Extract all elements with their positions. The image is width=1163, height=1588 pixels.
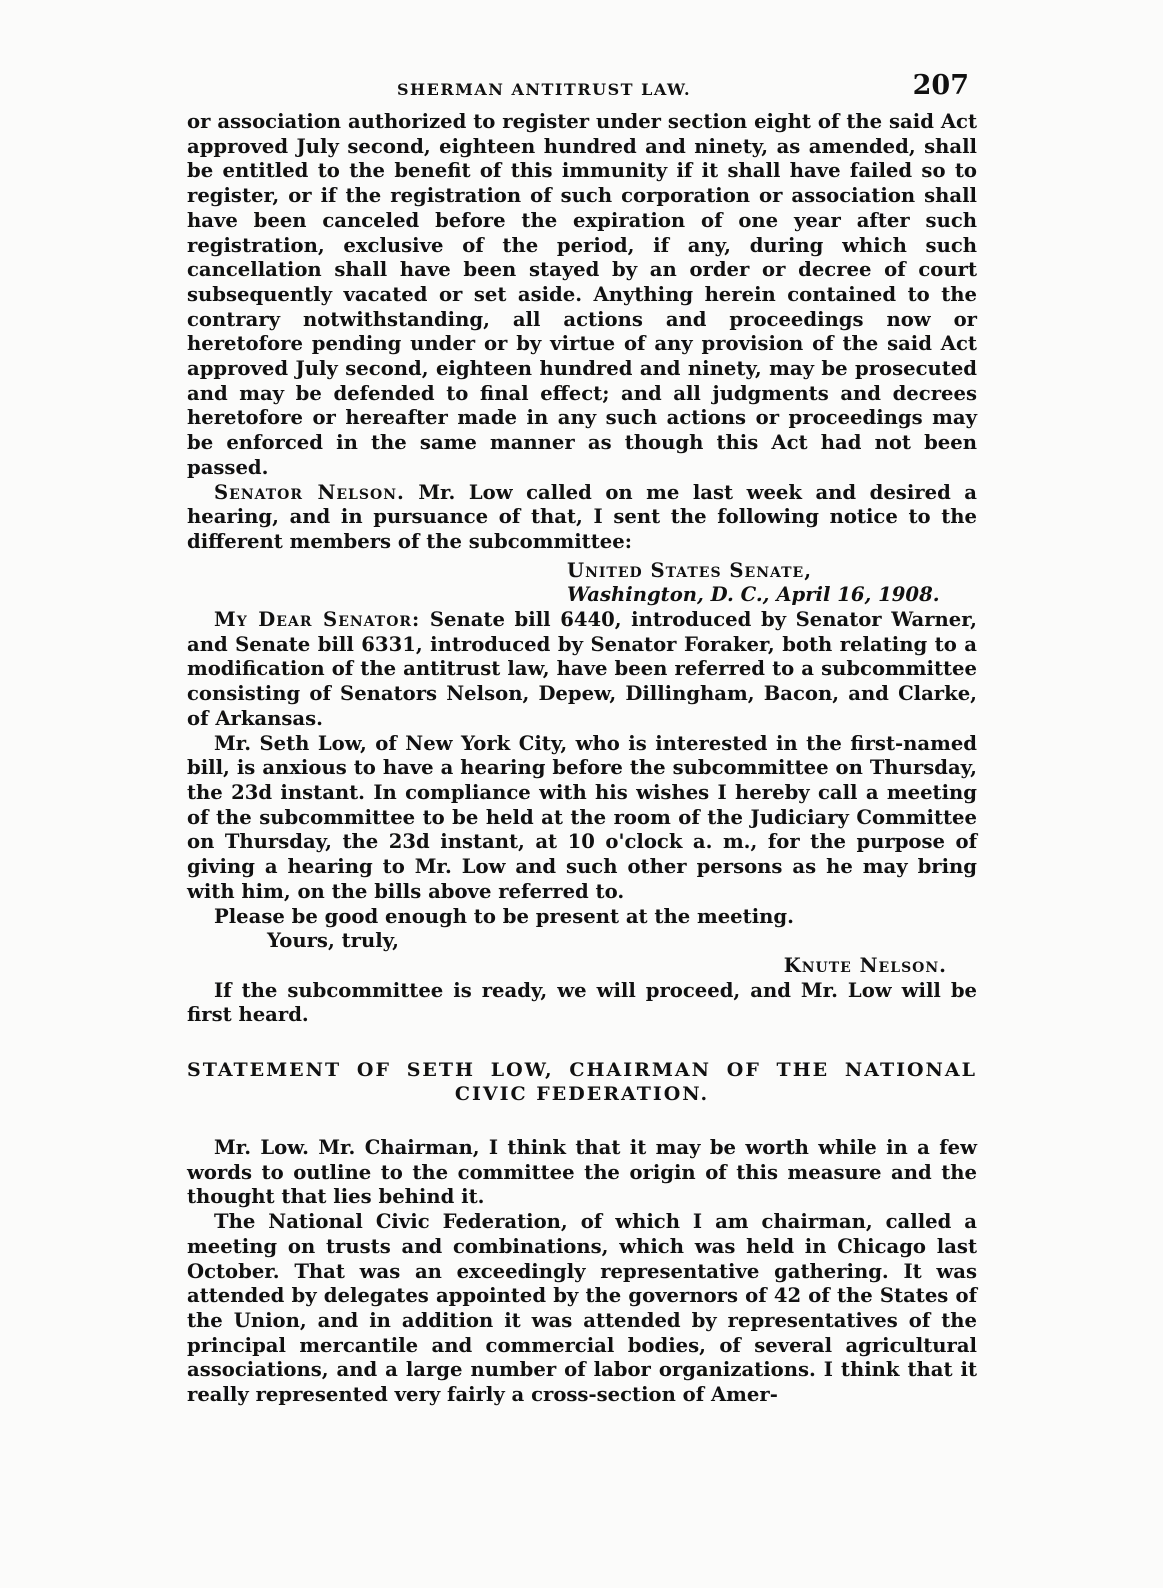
letter-salutation: My Dear Senator: [214, 608, 421, 632]
letter-head-sender: United States Senate, [567, 558, 813, 582]
section-heading-line-1: STATEMENT OF SETH LOW, CHAIRMAN OF THE NATIONAL [187, 1059, 977, 1082]
paragraph-after-letter: If the subcommittee is ready, we will proceed, and Mr. Low will be first heard. [187, 978, 977, 1027]
letter-heading [187, 559, 977, 608]
statement-paragraph-1: Mr. Low. Mr. Chairman, I think that it may be worth while in a few words to outline to the committee the origin of this measure and the thought that lies behind it. [187, 1136, 977, 1209]
running-header [187, 70, 977, 110]
letter-head-date: Washington, D. C., April 16, 1908. [567, 583, 940, 607]
page-content [187, 70, 977, 1408]
paragraph-text: Senate bill 6440, introduced by Senator Warner, and Senate bill 6331, introduced by Senator Foraker, both relating to a modification of the antitrust law, have been referred to a subcommittee consisting of Senators Nelson, Depew, Dillingham, Bacon, and Clarke, of Arkansas. [187, 608, 977, 730]
speaker-name: Senator Nelson. [214, 480, 405, 504]
letter-paragraph-2: Mr. Seth Low, of New York City, who is interested in the first-named bill, is anxious to have a hearing before the subcommittee on Thursday, the 23d instant. In compliance with his wishes I hereby call a meeting of the subcommittee to be held at the room of the Judiciary Committee on Thursday, the 23d instant, at 10 o'clock a. m., for the purpose of giving a hearing to Mr. Low and such other persons as he may bring with him, on the bills above referred to. [187, 731, 977, 903]
page-number: 207 [912, 70, 969, 101]
body-text [187, 110, 977, 1408]
running-title: SHERMAN ANTITRUST LAW. [397, 80, 692, 99]
section-heading-line-2: CIVIC FEDERATION. [454, 1083, 710, 1106]
paragraph-senator-nelson [187, 481, 977, 555]
letter-paragraph-3: Please be good enough to be present at the meeting. [214, 904, 794, 928]
paragraph-statute-text: or association authorized to register under section eight of the said Act approved July second, eighteen hundred and ninety, as amended, shall be entitled to the benefit of this immunity if it shall have failed so to register, or if the registration of such corporation or association shall have been canceled before the expiration of one year after such registration, exclusive of the period, if any, during which such cancellation shall have been stayed by an order or decree of court subsequently vacated or set aside. Anything herein contained to the contrary notwithstanding, all actions and proceedings now or heretofore pending under or by virtue of any provision of the said Act approved July second, eighteen hundred and ninety, may be prosecuted and may be defended to final effect; and all judgments and decrees heretofore or hereafter made in any such actions or proceedings may be enforced in the same manner as though this Act had not been passed. [187, 110, 977, 479]
letter-closing: Yours, truly, [267, 929, 399, 953]
section-heading [187, 1058, 977, 1106]
statement-paragraph-2: The National Civic Federation, of which I am chairman, called a meeting on trusts and combinations, which was held in Chicago last October. That was an exceedingly representative gathering. It was attended by delegates appointed by the governors of 42 of the States of the Union, and in addition it was attended by representatives of the principal mercantile and commercial bodies, of several agricultural associations, and a large number of labor organizations. I think that it really represented very fairly a cross-section of Amer- [187, 1210, 977, 1407]
letter-paragraph-1 [187, 608, 977, 732]
letter-signature: Knute Nelson. [783, 953, 947, 977]
paragraph-text: Mr. Low called on me last week and desired a hearing, and in pursuance of that, I sent the following notice to the different members of the subcommittee: [187, 480, 977, 553]
